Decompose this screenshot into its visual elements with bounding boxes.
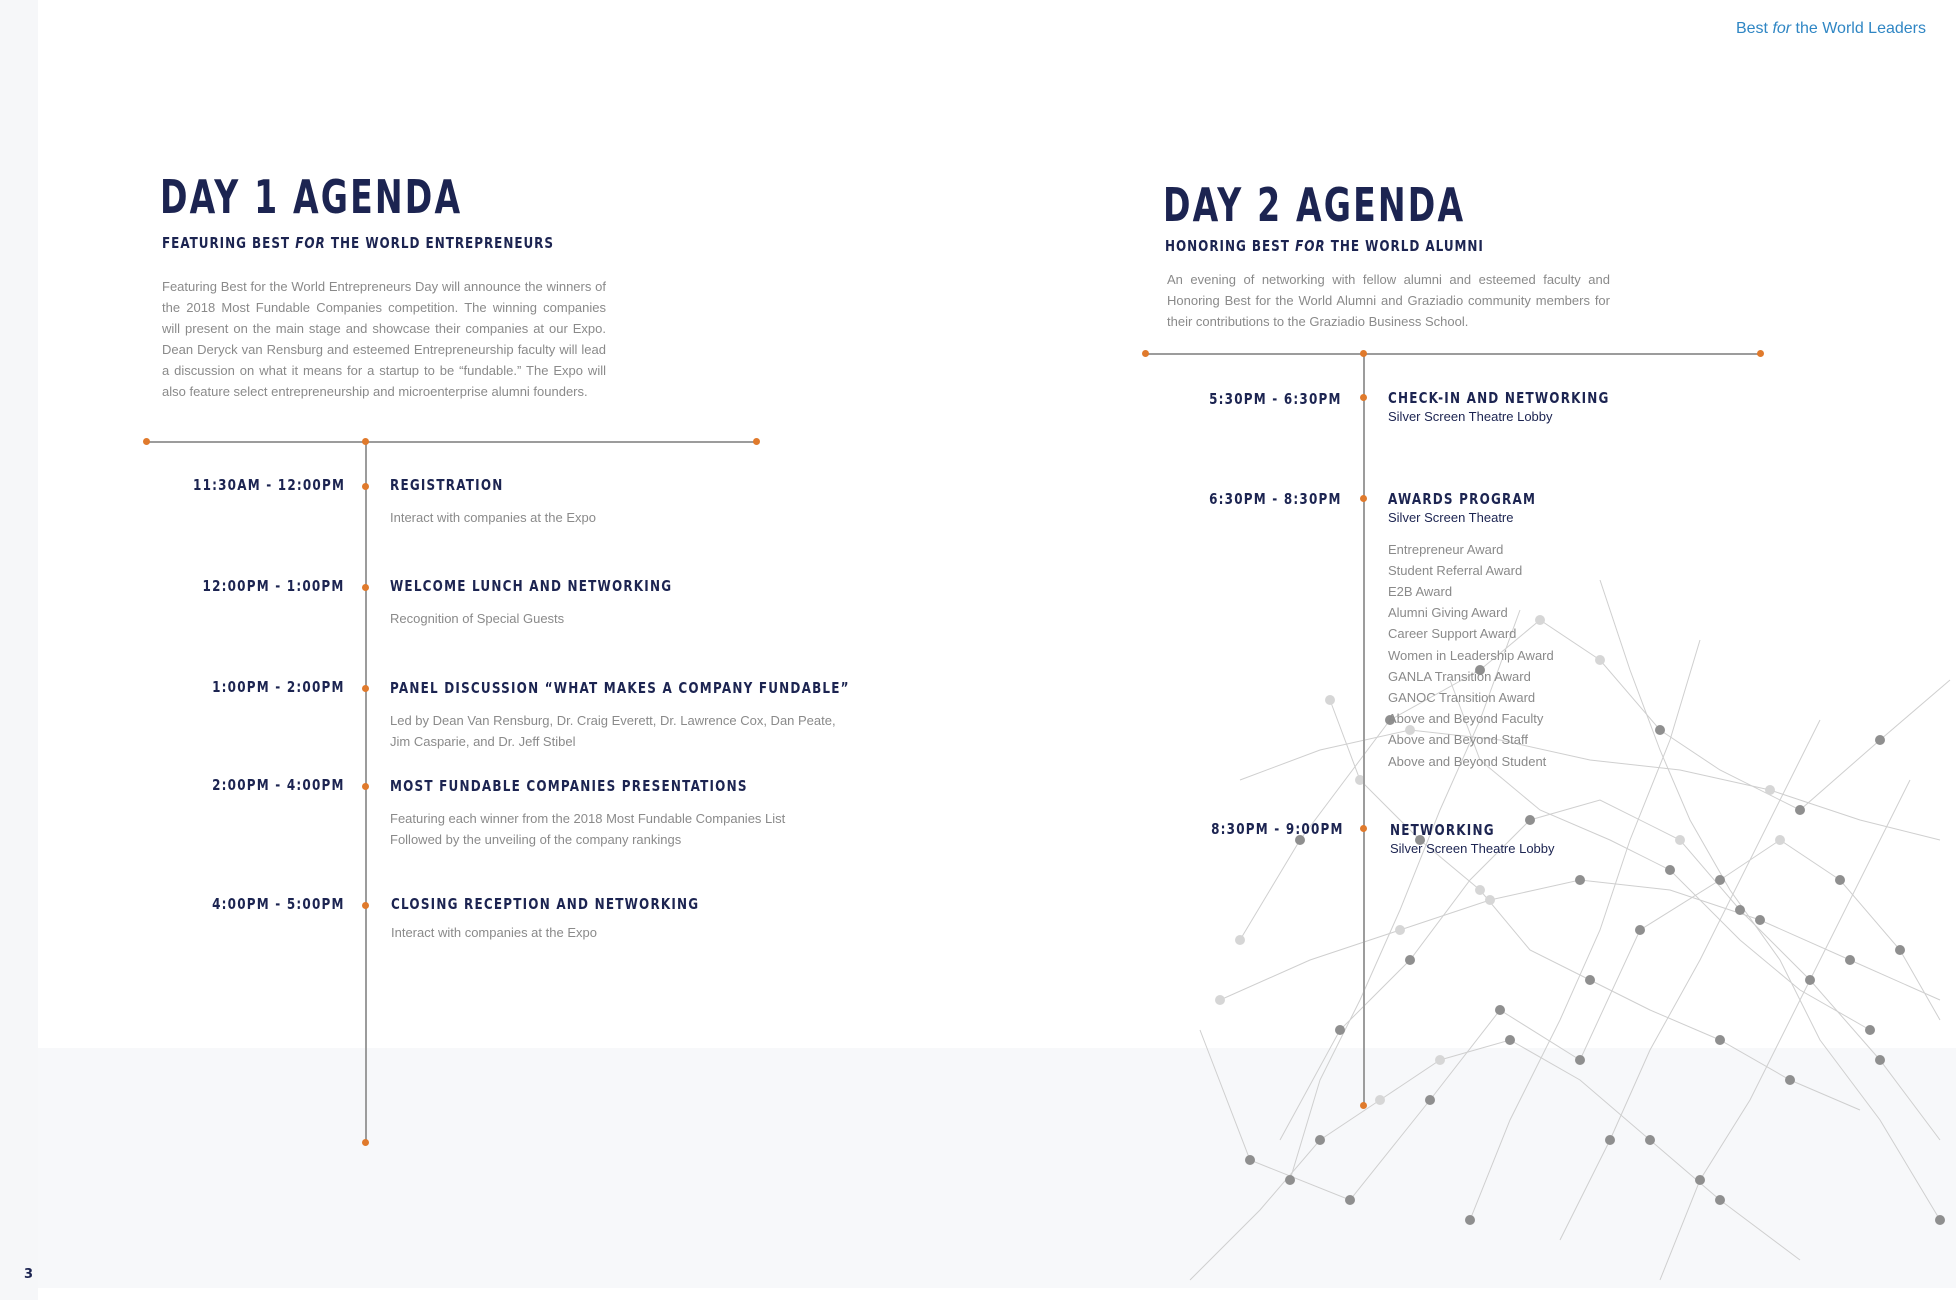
timeline-dot: [1360, 495, 1367, 502]
timeline-dot: [362, 783, 369, 790]
timeline-dot: [1360, 825, 1367, 832]
event-title: WELCOME LUNCH AND NETWORKING: [390, 577, 673, 595]
timeline-dot: [143, 438, 150, 445]
timeline-dot: [1757, 350, 1764, 357]
award-item: Entrepreneur Award: [1388, 542, 1504, 557]
timeline-dot: [753, 438, 760, 445]
day2-intro: An evening of networking with fellow alumni and esteemed faculty and Honoring Best for the World Alumni and Graziadio community members for their contributions to the Graziadio Business School.: [1167, 272, 1610, 329]
award-item: GANOC Transition Award: [1388, 690, 1536, 705]
award-item: E2B Award: [1388, 584, 1453, 599]
award-item: Student Referral Award: [1388, 563, 1523, 578]
day2-title: DAY 2 AGENDA: [1163, 178, 1466, 232]
event-description: Featuring each winner from the 2018 Most Fundable Companies List: [390, 811, 786, 826]
event-title: MOST FUNDABLE COMPANIES PRESENTATIONS: [390, 777, 748, 795]
event-description: Jim Casparie, and Dr. Jeff Stibel: [390, 734, 576, 749]
event-time: 2:00PM - 4:00PM: [212, 776, 345, 794]
timeline-dot: [1360, 350, 1367, 357]
timeline-dot: [362, 685, 369, 692]
event-description: Recognition of Special Guests: [390, 611, 565, 626]
event-location: Silver Screen Theatre: [1388, 510, 1514, 525]
award-item: Above and Beyond Student: [1388, 754, 1547, 769]
event-description: Followed by the unveiling of the company rankings: [390, 832, 682, 847]
event-title: CHECK-IN AND NETWORKING: [1388, 389, 1610, 407]
event-time: 4:00PM - 5:00PM: [212, 895, 345, 913]
event-time: 11:30AM - 12:00PM: [192, 476, 345, 494]
event-title: NETWORKING: [1390, 821, 1495, 839]
day1-timeline: [365, 441, 367, 1143]
event-time: 6:30PM - 8:30PM: [1209, 490, 1342, 508]
timeline-dot: [1142, 350, 1149, 357]
timeline-dot: [362, 1139, 369, 1146]
event-title: REGISTRATION: [390, 476, 504, 494]
day1-title: DAY 1 AGENDA: [160, 170, 463, 224]
left-margin-strip: [0, 0, 38, 1300]
event-title: PANEL DISCUSSION “WHAT MAKES A COMPANY FUNDABLE”: [390, 679, 850, 697]
award-item: GANLA Transition Award: [1388, 669, 1531, 684]
event-location: Silver Screen Theatre Lobby: [1390, 841, 1555, 856]
award-item: Career Support Award: [1388, 626, 1517, 641]
event-time: 5:30PM - 6:30PM: [1209, 390, 1342, 408]
day1-intro: Featuring Best for the World Entrepreneurs Day will announce the winners of the 2018 Most Fundable Companies competition. The winning companies will present on the main stage and showcase their companies at our Expo. Dean Deryck van Rensburg and esteemed Entrepreneurship faculty will lead a discussion on what it means for a startup to be “fundable.” The Expo will also feature select entrepreneurship and microenterprise alumni founders.: [162, 279, 606, 399]
network-graphic: [1180, 580, 1956, 1300]
event-location: Silver Screen Theatre Lobby: [1388, 409, 1553, 424]
award-item: Women in Leadership Award: [1388, 648, 1554, 663]
award-item: Alumni Giving Award: [1388, 605, 1508, 620]
award-item: Above and Beyond Faculty: [1388, 711, 1544, 726]
event-time: 1:00PM - 2:00PM: [212, 678, 345, 696]
event-time: 12:00PM - 1:00PM: [202, 577, 345, 595]
day2-top-rule: [1145, 353, 1761, 355]
timeline-dot: [362, 902, 369, 909]
timeline-dot: [362, 584, 369, 591]
day1-subtitle: FEATURING BEST FOR THE WORLD ENTREPRENEURS: [162, 234, 554, 252]
header-tagline: Best for the World Leaders: [1735, 20, 1926, 37]
timeline-dot: [362, 483, 369, 490]
timeline-dot: [362, 438, 369, 445]
page-number: 3: [24, 1267, 34, 1282]
day2-subtitle: HONORING BEST FOR THE WORLD ALUMNI: [1165, 237, 1484, 255]
award-item: Above and Beyond Staff: [1388, 732, 1528, 747]
event-description: Interact with companies at the Expo: [391, 925, 597, 940]
day2-timeline: [1363, 353, 1365, 1107]
event-description: Led by Dean Van Rensburg, Dr. Craig Everett, Dr. Lawrence Cox, Dan Peate,: [390, 713, 836, 728]
event-time: 8:30PM - 9:00PM: [1211, 820, 1344, 838]
timeline-dot: [1360, 394, 1367, 401]
event-title: AWARDS PROGRAM: [1388, 490, 1537, 508]
event-description: Interact with companies at the Expo: [390, 510, 596, 525]
timeline-dot: [1360, 1102, 1367, 1109]
day1-top-rule: [146, 441, 758, 443]
event-title: CLOSING RECEPTION AND NETWORKING: [391, 895, 700, 913]
